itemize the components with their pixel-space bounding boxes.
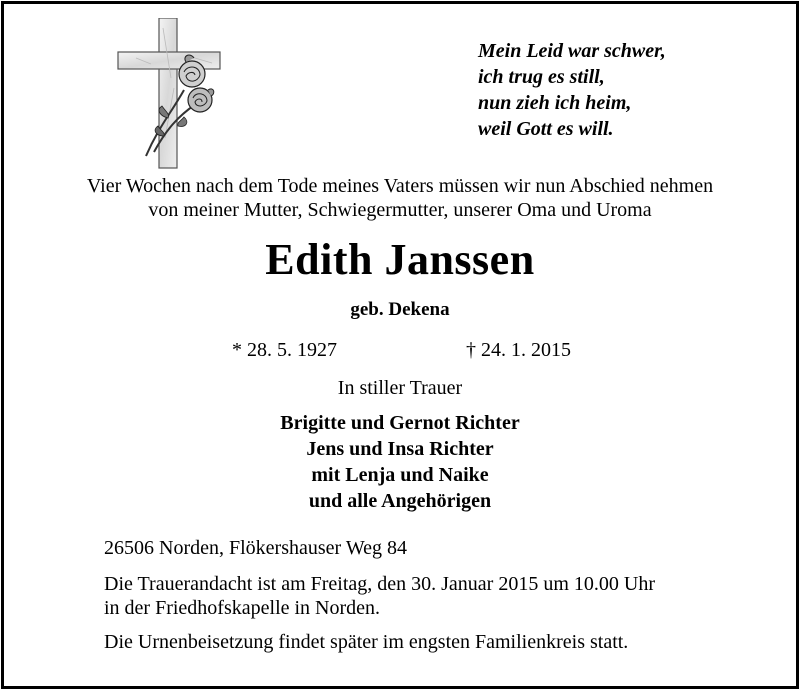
ceremony-info xyxy=(104,572,655,620)
ceremony-line: in der Friedhofskapelle in Norden. xyxy=(104,597,381,619)
poem-line: Mein Leid war schwer, xyxy=(478,40,666,62)
mourner-line: mit Lenja und Naike xyxy=(311,464,489,486)
deceased-name: Edith Janssen xyxy=(265,235,535,284)
mourning-line: In stiller Trauer xyxy=(337,377,463,399)
intro-line: von meiner Mutter, Schwiegermutter, unserer Oma und Uroma xyxy=(148,199,652,221)
cross-with-roses-icon xyxy=(116,18,224,170)
burial-info: Die Urnenbeisetzung findet später im engsten Familienkreis statt. xyxy=(104,631,629,653)
birth-date: * 28. 5. 1927 xyxy=(232,339,337,361)
intro-line: Vier Wochen nach dem Tode meines Vaters müssen wir nun Abschied nehmen xyxy=(86,175,714,197)
poem xyxy=(478,38,738,142)
mourner-line: Brigitte und Gernot Richter xyxy=(280,412,520,434)
poem-line: nun zieh ich heim, xyxy=(478,92,632,114)
poem-line: ich trug es still, xyxy=(478,66,605,88)
mourner-line: Jens und Insa Richter xyxy=(306,438,494,460)
mourners-list xyxy=(0,410,800,514)
mourner-line: und alle Angehörigen xyxy=(308,490,492,512)
death-date: † 24. 1. 2015 xyxy=(466,339,571,361)
poem-line: weil Gott es will. xyxy=(478,118,614,140)
ceremony-line: Die Trauerandacht ist am Freitag, den 30. Januar 2015 um 10.00 Uhr xyxy=(104,573,656,595)
maiden-name: geb. Dekena xyxy=(350,299,450,320)
address: 26506 Norden, Flökershauser Weg 84 xyxy=(104,537,407,559)
intro-text xyxy=(0,174,800,222)
